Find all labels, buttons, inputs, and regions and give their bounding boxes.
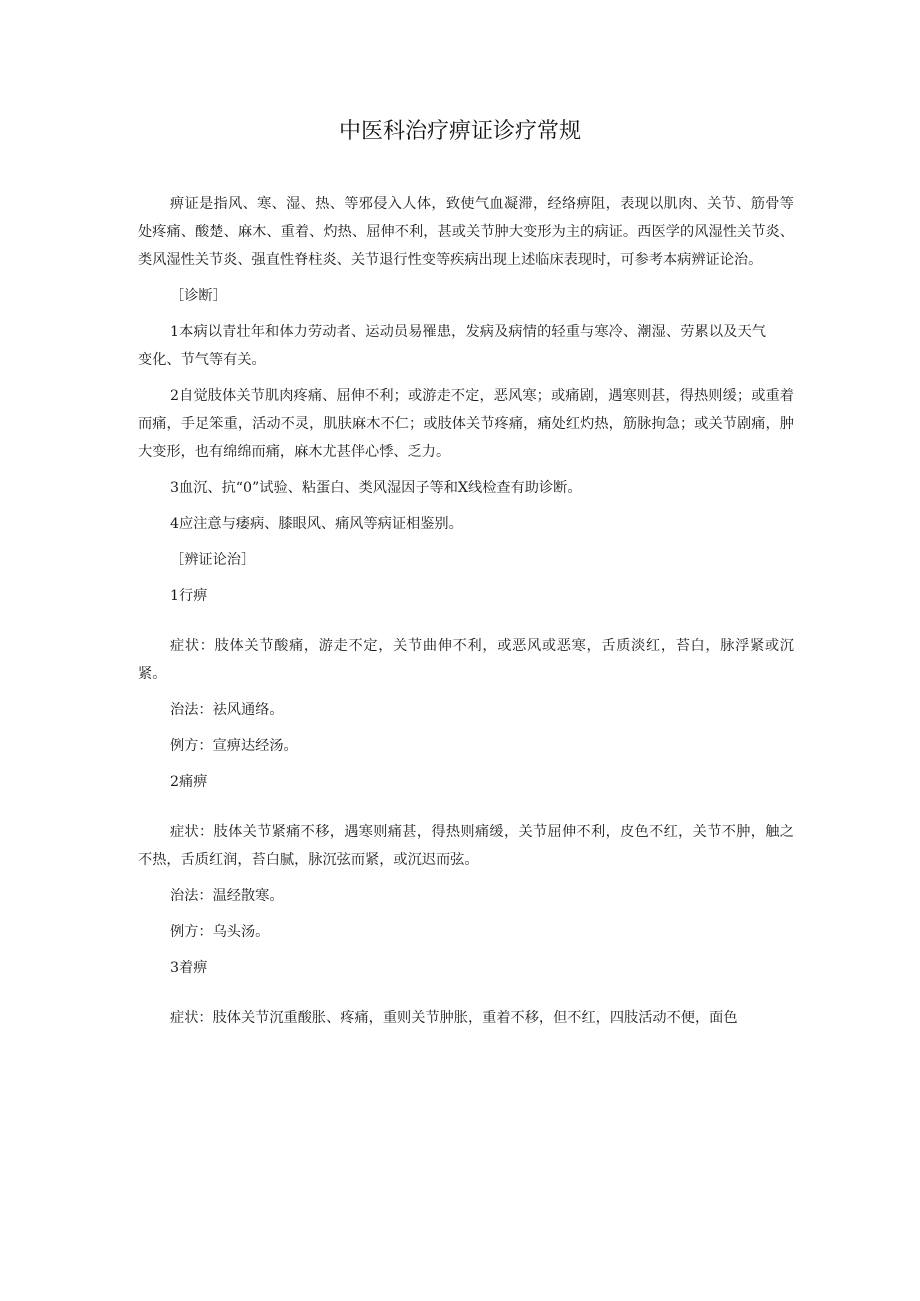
diagnosis-item-1: 1本病以青壮年和体力劳动者、运动员易罹患，发病及病情的轻重与寒冷、潮湿、劳累以及天气变化、节气等有关。 (138, 324, 766, 368)
type-2-symptoms: 症状：肢体关节紧痛不移，遇寒则痛甚，得热则痛缓，关节屈伸不利，皮色不红，关节不肿，触之不热，舌质红润，苔白腻，脉沉弦而紧，或沉迟而弦。 (138, 824, 794, 868)
type-2-name: 2痛痹 (170, 774, 208, 790)
diagnosis-item-3: 3血沉、抗“0”试验、粘蛋白、类风湿因子等和X线检查有助诊断。 (170, 480, 582, 496)
type-1-method: 治法：祛风通络。 (170, 702, 284, 718)
diagnosis-heading: ［诊断］ (170, 288, 227, 304)
type-2-method: 治法：温经散寒。 (170, 888, 284, 904)
type-3-name: 3着痹 (170, 960, 208, 976)
type-1-prescription: 例方：宣痹达经汤。 (170, 738, 298, 754)
type-1-name: 1行痹 (170, 588, 208, 604)
diagnosis-item-2: 2自觉肢体关节肌肉疼痛、屈伸不利；或游走不定，恶风寒；或痛剧，遇寒则甚，得热则缓；或重着而痛，手足笨重，活动不灵，肌肤麻木不仁；或肢体关节疼痛，痛处红灼热，筋脉拘急；或关节剧痛，肿大变形，也有绵绵而痛，麻木尤甚伴心悸、乏力。 (138, 388, 794, 460)
intro-paragraph: 痹证是指风、寒、湿、热、等邪侵入人体，致使气血凝滞，经络痹阻，表现以肌肉、关节、筋骨等处疼痛、酸楚、麻木、重着、灼热、屈伸不利，甚或关节肿大变形为主的病证。西医学的风湿性关节炎、类风湿性关节炎、强直性脊柱炎、关节退行性变等疾病出现上述临床表现时，可参考本病辨证论治。 (138, 196, 794, 268)
type-1-symptoms: 症状：肢体关节酸痛，游走不定，关节曲伸不利，或恶风或恶寒，舌质淡红，苔白，脉浮紧或沉紧。 (138, 638, 794, 682)
document-body (138, 190, 794, 1032)
diagnosis-item-4: 4应注意与痿病、膝眼风、痛风等病证相鉴别。 (170, 516, 463, 532)
type-3-symptoms: 症状：肢体关节沉重酸胀、疼痛，重则关节肿胀，重着不移，但不红，四肢活动不便，面色 (170, 1010, 738, 1026)
treatment-heading: ［辨证论治］ (170, 552, 256, 568)
document-title: 中医科治疗痹证诊疗常规 (338, 119, 581, 144)
type-2-prescription: 例方：乌头汤。 (170, 924, 270, 940)
